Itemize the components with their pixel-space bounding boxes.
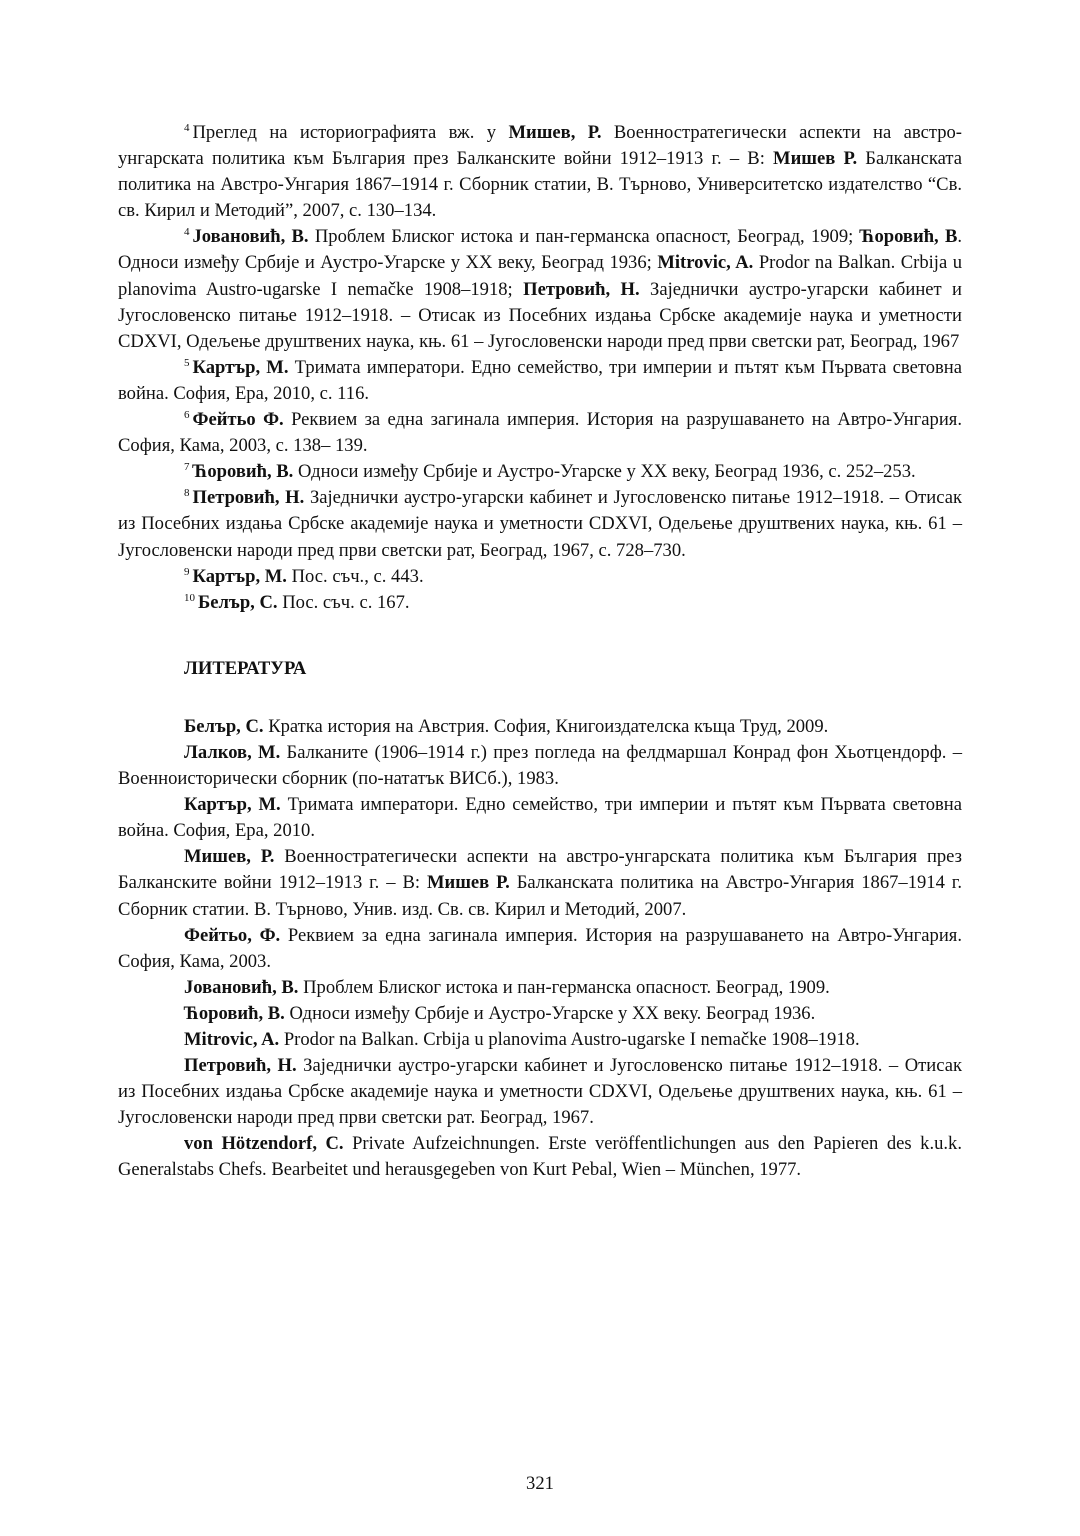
bibliography-entry: von Hötzendorf, C. Private Aufzeichnungen. Erste veröffentlichungen aus den Papieren des k.u.k. Generalstabs Chefs. Bearbeitet und herausgegeben von Kurt Pebal, Wien – München, 1977.	[118, 1133, 962, 1181]
footnote-number: 7	[184, 461, 190, 474]
footnote-number: 8	[184, 487, 190, 500]
page-number: 321	[526, 1473, 554, 1494]
footnote-number: 5	[184, 356, 190, 369]
bibliography-entry: Белър, С. Кратка история на Австрия. София, Книгоиздателска къща Труд, 2009.	[184, 715, 829, 737]
bibliography-entry: Картър, М. Тримата императори. Едно семейство, три империи и пътят към Първата световна война. София, Ера, 2010.	[118, 794, 962, 842]
bibliography-entry: Јовановић, В. Проблем Блиског истока и пан-германска опасност. Београд, 1909.	[184, 976, 830, 998]
footnote-number: 4	[184, 122, 190, 134]
footnote-9: $^9$ Картър, М. Пос. съч., с. 443.	[184, 565, 424, 587]
bibliography-entry: Лалков, М. Балканите (1906–1914 г.) през погледа на фелдмаршал Конрад фон Хьотцендорф. – Военноисторически сборник (по-нататък ВИСб.), 1983.	[118, 741, 963, 790]
footnote-number: 10	[184, 591, 195, 604]
footnote-number: 9	[184, 565, 190, 578]
footnote-number: 6	[184, 409, 190, 422]
bibliography-entry: Mitrovic, A. Prodor na Balkan. Crbija u planovima Austro-ugarske I nemačke 1908–1918.	[184, 1029, 860, 1050]
footnote-4b: $^4$ Јовановић, В. Проблем Блиског истока и пан-германска опасност, Београд, 1909; Ћоровић, В. Односи између Србије и Аустро-Угарске у XX веку, Београд 1936; Mitrovic, A. Prodor na Balkan. Crbija u planovima Austro-ugarske I nemačke 1908–1918; Петровић, Н. Заједнички аустро-угарски кабинет и Југословенско питање 1912–1918. – Отисак из Посебних издања Србске академије наука и уметности CDXVI, Одељење друштвених наука, књ. 61 – Југословенски народи пред први светски рат, Београд, 1967	[118, 226, 963, 352]
footnote-10: $^{10}$ Белър, С. Пос. съч. с. 167.	[184, 591, 410, 613]
footnote-number: 4	[184, 226, 190, 239]
bibliography-entry: Фейтьо, Ф. Реквием за една загинала империя. История на разрушаването на Автро-Унгария. София, Кама, 2003.	[118, 924, 963, 972]
footnote-5: $^5$ Картър, М. Тримата императори. Едно семейство, три империи и пътят към Първата световна война. София, Ера, 2010, с. 116.	[118, 356, 962, 404]
section-heading: ЛИТЕРАТУРА	[184, 657, 307, 679]
footnote-6: $^6$ Фейтьо Ф. Реквием за една загинала империя. История на разрушаването на Автро-Унгария. София, Кама, 2003, с. 138– 139.	[118, 409, 963, 457]
footnote-8: $^8$ Петровић, Н. Заједнички аустро-угарски кабинет и Југословенско питање 1912–1918. – Отисак из Посебних издања Србске академије наука и уметности CDXVI, Одељење друштвених наука, књ. 61 – Југословенски народи пред први светски рат, Београд, 1967, с. 728–730.	[118, 487, 962, 561]
text-body	[118, 120, 962, 1184]
footnote-4a: $^4$ Преглед на историографията вж. у Мишев, Р. Военностратегически аспекти на австро-унгарската политика към България през Балканските войни 1912–1913 г. – В: Мишев Р. Балканската политика на Австро-Унгария 1867–1914 г. Сборник статии, В. Търново, Университетско издателство “Св. св. Кирил и Методий”, 2007, с. 130–134.	[118, 122, 962, 222]
footnote-7: $^7$ Ћоровић, В. Односи између Србије и Аустро-Угарске у XX веку, Београд 1936, с. 252–253.	[184, 461, 916, 483]
bibliography-entry: Мишев, Р. Военностратегически аспекти на австро-унгарската политика към България през Балканските войни 1912–1913 г. – В: Мишев Р. Балканската политика на Австро-Унгария 1867–1914 г. Сборник статии. В. Търново, Унив. изд. Св. св. Кирил и Методий, 2007.	[118, 846, 963, 920]
bibliography-entry: Ћоровић, В. Односи између Србије и Аустро-Угарске у XX веку. Београд 1936.	[184, 1002, 816, 1024]
bibliography-entry: Петровић, Н. Заједнички аустро-угарски кабинет и Југословенско питање 1912–1918. – Отисак из Посебних издања Србске академије наука и уметности CDXVI, Одељење друштвених наука, књ. 61 – Југословенски народи пред први светски рат. Београд, 1967.	[118, 1055, 962, 1129]
